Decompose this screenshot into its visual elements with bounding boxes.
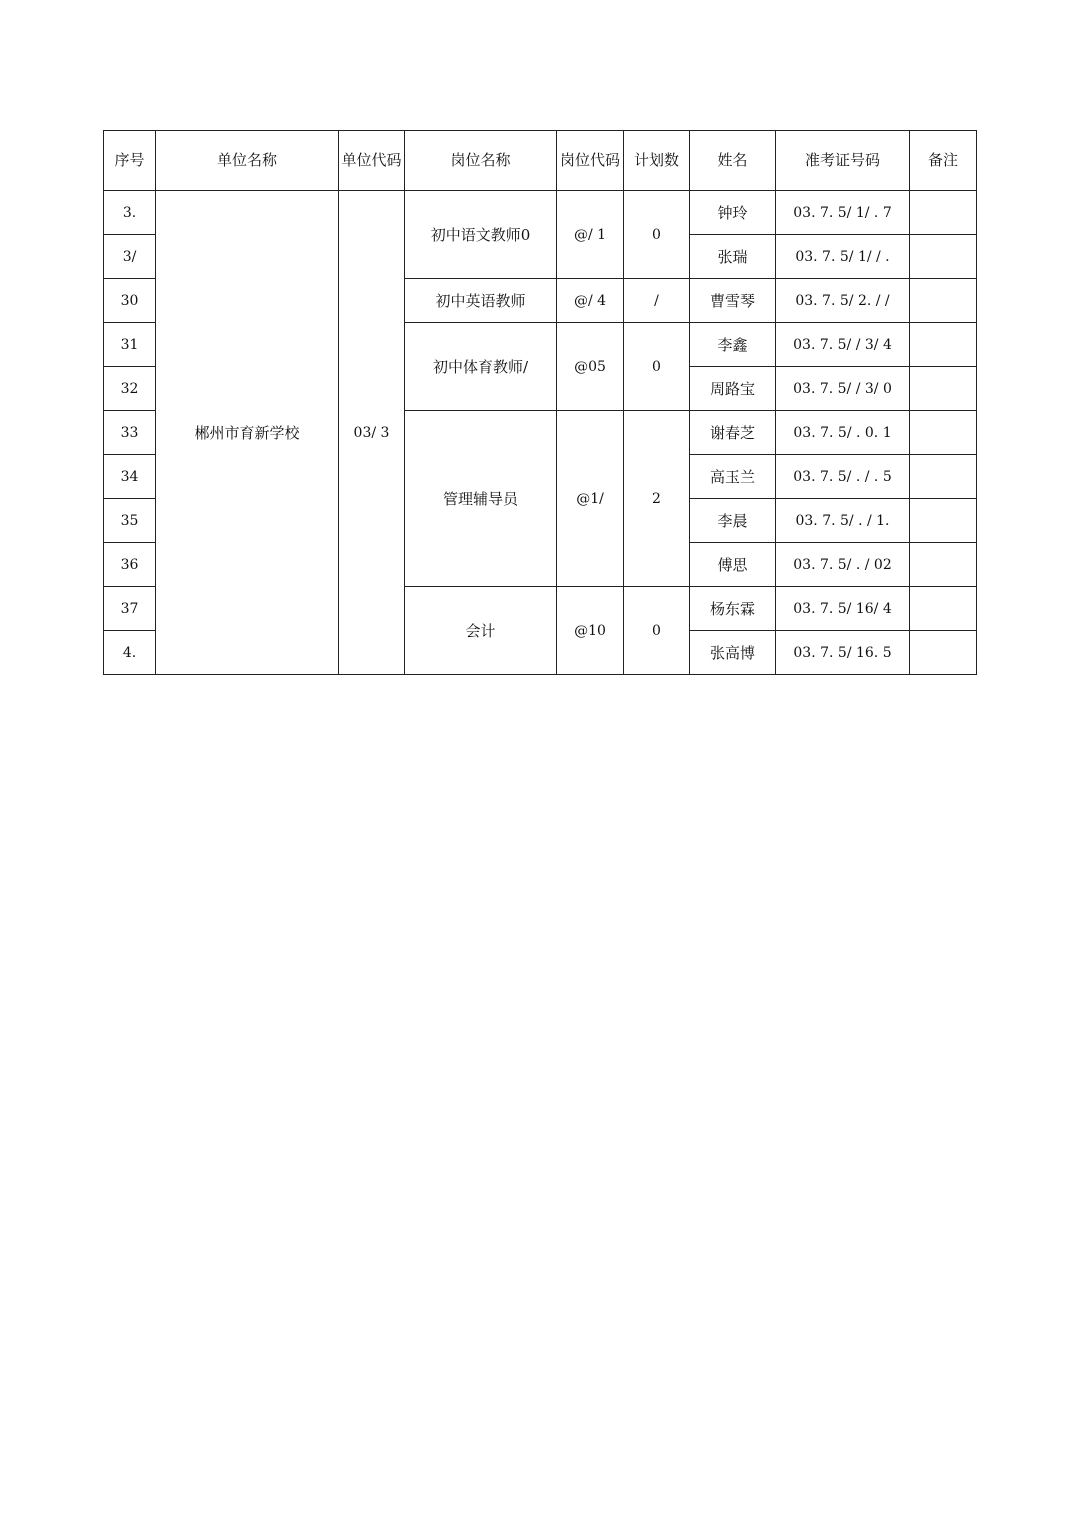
remark-cell [910, 367, 977, 411]
remark-cell [910, 499, 977, 543]
header-name: 姓名 [690, 131, 776, 191]
header-unit-code: 单位代码 [339, 131, 405, 191]
post-code-cell: @/ 4 [557, 279, 624, 323]
remark-cell [910, 587, 977, 631]
table-header [104, 131, 977, 191]
ticket-number-cell: 03. 7. 5/ / 3/ 0 [776, 367, 910, 411]
seq-cell: 36 [104, 543, 156, 587]
remark-cell [910, 323, 977, 367]
ticket-number-cell: 03. 7. 5/ 1/ . 7 [776, 191, 910, 235]
seq-cell: 35 [104, 499, 156, 543]
ticket-number-cell: 03. 7. 5/ . 0. 1 [776, 411, 910, 455]
remark-cell [910, 411, 977, 455]
post-name-cell: 会计 [405, 587, 557, 675]
plan-cell: / [624, 279, 690, 323]
ticket-number-cell: 03. 7. 5/ 16/ 4 [776, 587, 910, 631]
table-row [104, 191, 977, 235]
table-body [104, 191, 977, 675]
header-ticket: 准考证号码 [776, 131, 910, 191]
seq-cell: 33 [104, 411, 156, 455]
post-name-cell: 初中语文教师0 [405, 191, 557, 279]
candidate-name-cell: 张瑞 [690, 235, 776, 279]
post-code-cell: @1/ [557, 411, 624, 587]
header-plan: 计划数 [624, 131, 690, 191]
remark-cell [910, 191, 977, 235]
seq-cell: 32 [104, 367, 156, 411]
seq-cell: 31 [104, 323, 156, 367]
post-code-cell: @/ 1 [557, 191, 624, 279]
ticket-number-cell: 03. 7. 5/ . / 02 [776, 543, 910, 587]
candidate-name-cell: 傅思 [690, 543, 776, 587]
ticket-number-cell: 03. 7. 5/ 2. / / [776, 279, 910, 323]
post-name-cell: 初中体育教师/ [405, 323, 557, 411]
unit-code-cell: 03/ 3 [339, 191, 405, 675]
candidate-name-cell: 李晨 [690, 499, 776, 543]
remark-cell [910, 279, 977, 323]
remark-cell [910, 235, 977, 279]
plan-cell: 0 [624, 587, 690, 675]
post-code-cell: @05 [557, 323, 624, 411]
seq-cell: 37 [104, 587, 156, 631]
candidate-name-cell: 高玉兰 [690, 455, 776, 499]
seq-cell: 30 [104, 279, 156, 323]
header-unit-name: 单位名称 [156, 131, 339, 191]
candidate-name-cell: 曹雪琴 [690, 279, 776, 323]
remark-cell [910, 631, 977, 675]
unit-name-cell: 郴州市育新学校 [156, 191, 339, 675]
post-code-cell: @10 [557, 587, 624, 675]
candidate-name-cell: 钟玲 [690, 191, 776, 235]
seq-cell: 4. [104, 631, 156, 675]
remark-cell [910, 455, 977, 499]
ticket-number-cell: 03. 7. 5/ . / 1. [776, 499, 910, 543]
ticket-number-cell: 03. 7. 5/ / 3/ 4 [776, 323, 910, 367]
plan-cell: 0 [624, 191, 690, 279]
candidate-name-cell: 杨东霖 [690, 587, 776, 631]
plan-cell: 2 [624, 411, 690, 587]
seq-cell: 3. [104, 191, 156, 235]
header-seq: 序号 [104, 131, 156, 191]
header-row [104, 131, 977, 191]
candidate-name-cell: 李鑫 [690, 323, 776, 367]
header-post-name: 岗位名称 [405, 131, 557, 191]
candidate-table [103, 130, 977, 675]
header-remark: 备注 [910, 131, 977, 191]
remark-cell [910, 543, 977, 587]
header-post-code: 岗位代码 [557, 131, 624, 191]
plan-cell: 0 [624, 323, 690, 411]
post-name-cell: 初中英语教师 [405, 279, 557, 323]
ticket-number-cell: 03. 7. 5/ 16. 5 [776, 631, 910, 675]
seq-cell: 34 [104, 455, 156, 499]
ticket-number-cell: 03. 7. 5/ . / . 5 [776, 455, 910, 499]
post-name-cell: 管理辅导员 [405, 411, 557, 587]
candidate-name-cell: 谢春芝 [690, 411, 776, 455]
ticket-number-cell: 03. 7. 5/ 1/ / . [776, 235, 910, 279]
seq-cell: 3/ [104, 235, 156, 279]
candidate-name-cell: 周路宝 [690, 367, 776, 411]
candidate-name-cell: 张高博 [690, 631, 776, 675]
